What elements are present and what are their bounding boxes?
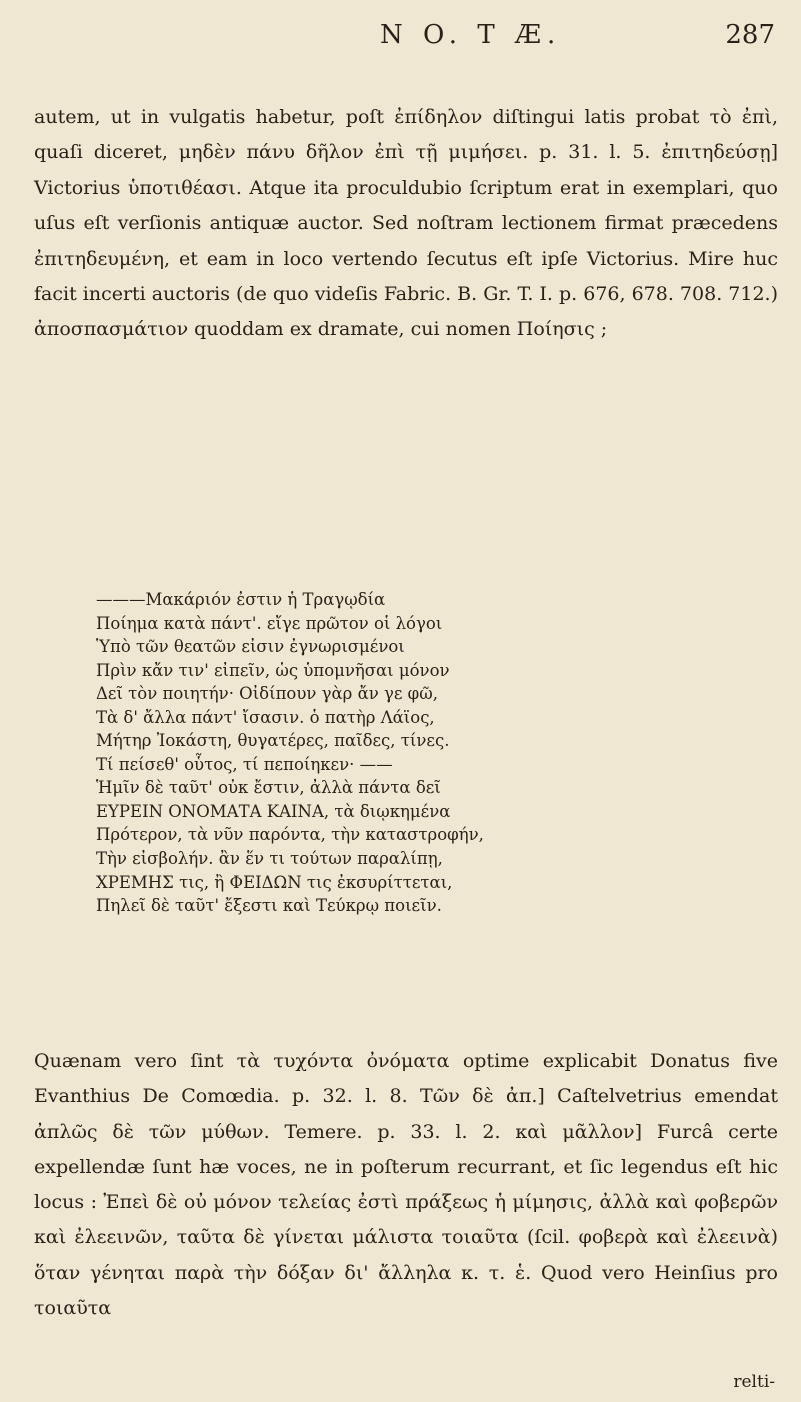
verse-line: Μήτηρ Ἰοκάστη, θυγατέρες, παῖδες, τίνες. <box>96 731 450 751</box>
running-head <box>0 18 801 58</box>
verse-line: Ὑπὸ τῶν θεατῶν εἰσιν ἐγνωρισμένοι <box>96 637 405 657</box>
verse-quotation <box>96 588 736 918</box>
verse-line: Ποίημα κατὰ πάντ'. εἴγε πρῶτον οἱ λόγοι <box>96 613 443 633</box>
page-number: 287 <box>725 20 775 50</box>
lower-paragraph <box>34 1025 778 1345</box>
verse-line: Πρὶν κἄν τιν' εἰπεῖν, ὡς ὑπομνῆσαι μόνον <box>96 660 450 680</box>
running-head-title: N O. T Æ. <box>380 20 562 50</box>
verse-line: Τί πείσεθ' οὗτος, τί πεποίηκεν· —— <box>96 754 393 774</box>
verse-line: Τὴν εἰσβολήν. ἂν ἕν τι τούτων παραλίπῃ, <box>96 849 443 869</box>
verse-line: Πρότερον, τὰ νῦν παρόντα, τὴν καταστροφήν, <box>96 825 484 845</box>
verse-line: ———Μακάριόν ἐστιν ἡ Τραγῳδία <box>96 590 386 609</box>
verse-line: Πηλεῖ δὲ ταῦτ' ἔξεστι καὶ Τεύκρῳ ποιεῖν. <box>96 896 442 916</box>
upper-paragraph-text: autem, ut in vulgatis habetur, poſt ἐπίδηλον diſtingui latis probat τὸ ἐπὶ, quaſi diceret, μηδὲν πάνυ δῆλον ἐπὶ τῇ μιμήσει. p. 31. l. 5. ἐπιτηδεύσῃ] Victorius ὑποτιθέασι. Atque ita proculdubio ſcriptum erat in exemplari, quo uſus eſt verſionis antiquæ auctor. Sed noſtram lectionem firmat præcedens ἐπιτηδευμένη, et eam in loco vertendo ſecutus eſt ipſe Victorius. Mire huc facit incerti auctoris (de quo videſis Fabric. B. Gr. T. I. p. 676, 678. 708. 712.) ἀποσπασμάτιον quoddam ex dramate, cui nomen Ποίησις ; <box>34 106 778 341</box>
verse-line: Δεῖ τὸν ποιητήν· Οἰδίπουν γὰρ ἄν γε φῶ, <box>96 684 438 704</box>
verse-line: ΧΡΕΜΗΣ τις, ἢ ΦΕΙΔΩΝ τις ἐκσυρίττεται, <box>96 872 453 892</box>
catchword: relti- <box>733 1372 775 1392</box>
verse-line: ΕΥΡΕΙΝ ΟΝΟΜΑΤΑ ΚΑΙΝΑ, τὰ διῳκημένα <box>96 801 451 821</box>
verse-line: Τὰ δ' ἄλλα πάντ' ἴσασιν. ὁ πατὴρ Λάϊος, <box>96 707 435 727</box>
lower-paragraph-text: Quænam vero ſint τὰ τυχόντα ὀνόματα optime explicabit Donatus five Evanthius De Comœdia. p. 32. l. 8. Τῶν δὲ ἀπ.] Caſtelvetrius emendat ἀπλῶς δὲ τῶν μύθων. Temere. p. 33. l. 2. καὶ μᾶλλον] Furcâ certe expellendæ ſunt hæ voces, ne in poſterum recurrant, et ſic legendus eſt hic locus : Ἐπεὶ δὲ οὐ μόνον τελείας ἐστὶ πράξεως ἡ μίμησις, ἀλλὰ καὶ φοβερῶν καὶ ἐλεεινῶν, ταῦτα δὲ γίνεται μάλιστα τοιαῦτα (ſcil. φοβερὰ καὶ ἐλεεινὰ) ὅταν γένηται παρὰ τὴν δόξαν δι' ἄλληλα κ. τ. ἑ. Quod vero Heinſius pro τοιαῦτα <box>34 1050 778 1320</box>
upper-paragraph <box>34 100 778 348</box>
verse-line: Ἡμῖν δὲ ταῦτ' οὐκ ἔστιν, ἀλλὰ πάντα δεῖ <box>96 778 441 798</box>
